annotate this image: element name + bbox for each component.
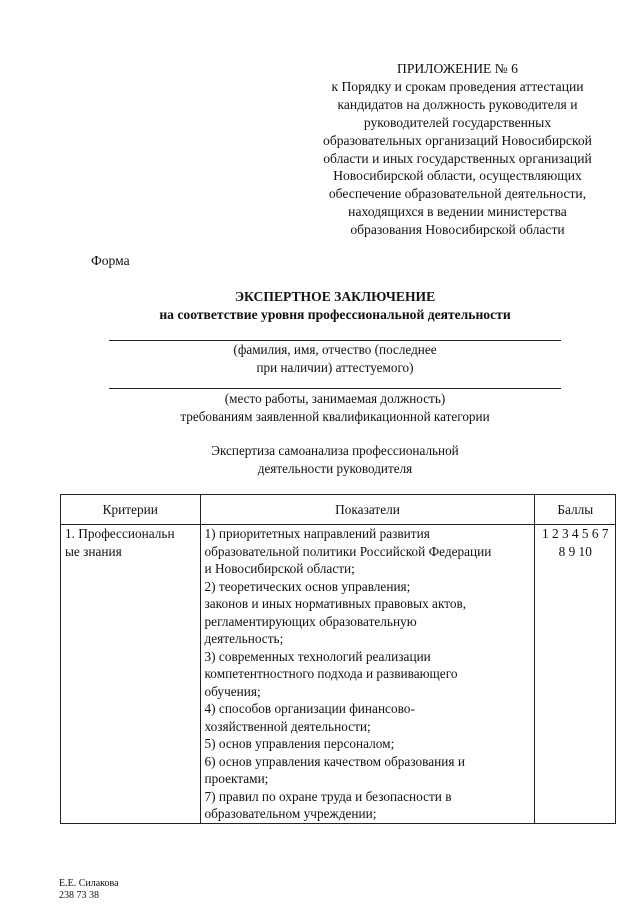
indicator-line: и Новосибирской области; xyxy=(204,561,355,576)
appendix-line: области и иных государственных организаций xyxy=(323,150,592,166)
indicator-line: компетентностного подхода и развивающего xyxy=(204,666,458,681)
workplace-caption xyxy=(60,390,610,425)
indicator-line: обучения; xyxy=(204,683,261,699)
appendix-line: находящихся в ведении министерства xyxy=(348,204,567,220)
appendix-line: кандидатов на должность руководителя и xyxy=(337,96,578,112)
indicator-line: регламентирующих образовательную xyxy=(204,613,417,629)
indicator-line: образовательной политики Российской Федерации xyxy=(204,543,492,559)
footer-contact xyxy=(59,878,119,902)
header-criteria: Критерии xyxy=(61,495,201,525)
document-title xyxy=(60,288,610,324)
name-caption-line2: при наличии) аттестуемого) xyxy=(256,359,414,375)
name-caption-line1: (фамилия, имя, отчество (последнее xyxy=(233,342,437,357)
scores-cell xyxy=(535,525,616,824)
section-heading-line1: Экспертиза самоанализа профессиональной xyxy=(211,443,459,458)
criterion-cell xyxy=(61,525,201,824)
criteria-table xyxy=(60,494,616,824)
appendix-line: обеспечение образовательной деятельности, xyxy=(328,186,587,202)
indicator-line: 3) современных технологий реализации xyxy=(204,648,431,664)
name-caption xyxy=(60,341,610,376)
indicator-line: 5) основ управления персоналом; xyxy=(204,736,395,751)
appendix-title: ПРИЛОЖЕНИЕ № 6 xyxy=(397,61,518,76)
document-title-line2: на соответствие уровня профессиональной деятельности xyxy=(159,307,511,322)
workplace-caption-text: (место работы, занимаемая должность) xyxy=(224,391,446,406)
table-header-row xyxy=(61,495,616,525)
footer-phone: 238 73 38 xyxy=(59,890,99,901)
appendix-line: к Порядку и срокам проведения аттестации xyxy=(331,78,584,94)
requirement-text: требованиям заявленной квалификационной категории xyxy=(180,408,490,424)
score-options: 8 9 10 xyxy=(558,543,592,559)
section-heading-line2: деятельности руководителя xyxy=(257,460,413,476)
table-row xyxy=(61,525,616,824)
header-indicators: Показатели xyxy=(200,495,535,525)
header-scores: Баллы xyxy=(535,495,616,525)
indicator-line: деятельность; xyxy=(204,631,284,646)
footer-author: Е.Е. Силакова xyxy=(59,878,119,889)
criterion-text: ые знания xyxy=(65,543,122,559)
indicator-line: 7) правил по охране труда и безопасности в xyxy=(204,788,452,804)
form-label: Форма xyxy=(91,253,130,268)
appendix-line: образовательных организаций Новосибирской xyxy=(323,132,592,148)
indicators-cell xyxy=(200,525,535,824)
indicator-line: образовательном учреждении; xyxy=(204,806,377,821)
indicator-line: хозяйственной деятельности; xyxy=(204,718,371,734)
appendix-line: Новосибирской области, осуществляющих xyxy=(333,168,582,184)
section-heading xyxy=(60,442,610,477)
indicator-line: 1) приоритетных направлений развития xyxy=(204,526,430,541)
indicator-line: проектами; xyxy=(204,771,269,786)
document-title-line1: ЭКСПЕРТНОЕ ЗАКЛЮЧЕНИЕ xyxy=(234,289,436,304)
indicator-line: 4) способов организации финансово- xyxy=(204,701,415,716)
workplace-underline xyxy=(109,388,561,389)
score-options: 1 2 3 4 5 6 7 xyxy=(542,526,609,541)
indicator-line: 6) основ управления качеством образования и xyxy=(204,753,465,769)
criterion-text: 1. Профессиональн xyxy=(65,526,175,541)
indicator-line: 2) теоретических основ управления; xyxy=(204,578,411,594)
appendix-header xyxy=(300,60,615,239)
indicator-line: законов и иных нормативных правовых актов, xyxy=(204,596,467,611)
appendix-line: руководителей государственных xyxy=(363,114,552,130)
appendix-line: образования Новосибирской области xyxy=(350,222,565,238)
